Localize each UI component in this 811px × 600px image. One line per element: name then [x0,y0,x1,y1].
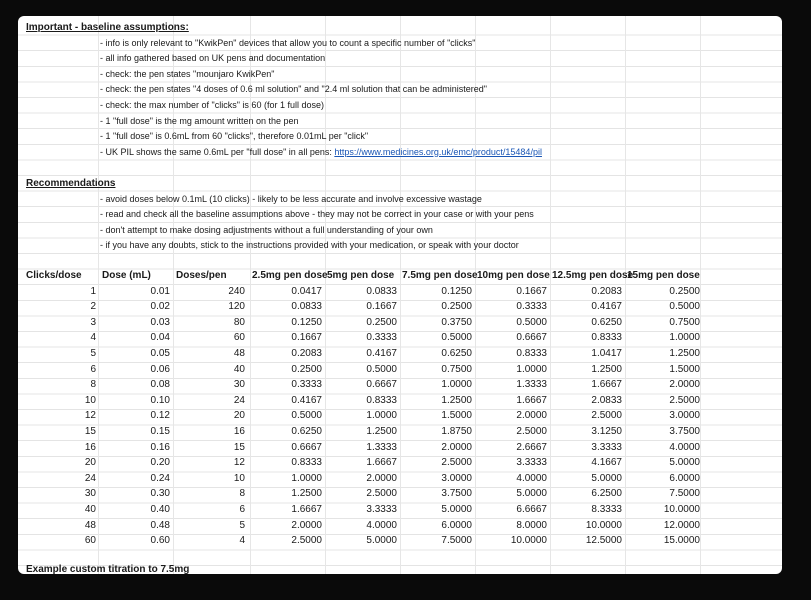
table-cell[interactable]: 8.3333 [591,504,622,515]
table-cell[interactable]: 16 [84,441,96,453]
table-cell[interactable]: 0.5000 [516,316,547,328]
table-row [18,330,782,346]
table-cell[interactable]: 1.3333 [516,379,547,391]
table-cell[interactable]: 0.8333 [516,348,547,359]
table-cell[interactable]: 0.3750 [441,316,472,328]
table-row [18,377,782,393]
table-cell[interactable]: 4.0000 [366,519,397,531]
table-cell[interactable]: 1.6667 [591,379,622,391]
table-cell[interactable]: 0.06 [150,363,170,375]
table-cell[interactable]: 2 [90,301,96,313]
table-cell[interactable]: 0.10 [150,394,170,406]
table-cell[interactable]: 0.2500 [291,363,322,375]
table-cell[interactable]: 0.2083 [591,285,622,297]
table-cell[interactable]: 6.0000 [441,519,472,531]
table-cell[interactable]: 1.0417 [591,348,622,359]
table-cell[interactable]: 240 [228,285,245,297]
recommendations-heading: Recommendations [26,178,116,189]
table-header-row [18,268,782,284]
table-cell[interactable]: 0.30 [150,488,170,500]
section-heading-cut: Example custom titration to 7.5mg [26,564,190,575]
table-cell[interactable]: 2.0000 [291,519,322,531]
table-cell[interactable]: 0.5000 [366,363,397,375]
table-cell[interactable]: 0.05 [150,348,170,359]
table-cell[interactable]: 0.8333 [591,332,622,344]
table-cell[interactable]: 2.5000 [669,394,700,406]
table-cell[interactable]: 3.0000 [441,472,472,484]
baseline-item: - all info gathered based on UK pens and documentation [100,53,326,64]
column-header: 15mg pen dose [627,270,700,281]
table-row [18,424,782,440]
table-cell[interactable]: 1.2500 [591,363,622,375]
column-header: 5mg pen dose [327,270,395,281]
table-cell[interactable]: 24 [84,472,96,484]
table-cell[interactable]: 0.4167 [366,348,397,359]
table-cell[interactable]: 60 [233,332,245,344]
table-cell[interactable]: 1.6667 [291,504,322,515]
table-cell[interactable]: 0.3333 [291,379,322,391]
table-cell[interactable]: 0.01 [150,285,170,297]
column-header: 2.5mg pen dose [252,270,328,281]
table-row [18,299,782,315]
table-cell[interactable]: 2.0000 [366,472,397,484]
table-cell[interactable]: 3 [90,316,96,328]
table-cell[interactable]: 40 [84,504,96,515]
table-cell[interactable]: 0.03 [150,316,170,328]
table-cell[interactable]: 0.6250 [291,426,322,437]
table-cell[interactable]: 0.1250 [441,285,472,297]
table-cell[interactable]: 3.0000 [669,410,700,422]
table-cell[interactable]: 7.5000 [669,488,700,500]
table-cell[interactable]: 2.5000 [591,410,622,422]
table-cell[interactable]: 1.2500 [669,348,700,359]
table-row [18,393,782,409]
table-cell[interactable]: 0.12 [150,410,170,422]
baseline-item: - 1 "full dose" is 0.6mL from 60 "clicks", therefore 0.01mL per "click" [100,131,369,142]
table-cell[interactable]: 3.3333 [516,457,547,469]
table-cell[interactable]: 2.5000 [516,426,547,437]
table-cell[interactable]: 0.40 [150,504,170,515]
table-cell[interactable]: 5 [239,519,245,531]
table-row [18,455,782,471]
table-cell[interactable]: 0.4167 [591,301,622,313]
column-header: Clicks/dose [26,270,82,281]
table-row [18,502,782,518]
table-cell[interactable]: 0.3333 [366,332,397,344]
table-cell[interactable]: 12 [84,410,96,422]
spreadsheet-sheet [18,16,782,574]
table-row [18,471,782,487]
table-cell[interactable]: 2.5000 [366,488,397,500]
column-header: Dose (mL) [102,270,151,281]
table-cell[interactable]: 15 [233,441,245,453]
pil-link[interactable]: https://www.medicines.org.uk/emc/product/15484/pil [334,146,542,157]
table-cell[interactable]: 6.6667 [516,504,547,515]
table-cell[interactable]: 1.8750 [441,426,472,437]
table-cell[interactable]: 0.5000 [669,301,700,313]
table-cell[interactable]: 4 [90,332,96,344]
baseline-item: - info is only relevant to "KwikPen" devices that allow you to count a specific number of "clicks" [100,37,476,48]
table-cell[interactable]: 0.1250 [291,316,322,328]
table-cell[interactable]: 2.0833 [591,394,622,406]
table-cell[interactable]: 0.02 [150,301,170,313]
column-header: Doses/pen [176,270,227,281]
table-cell[interactable]: 10 [233,472,245,484]
table-row [18,362,782,378]
table-cell[interactable]: 2.5000 [441,457,472,469]
table-cell[interactable]: 0.7500 [441,363,472,375]
table-cell[interactable]: 15 [84,426,96,437]
table-cell[interactable]: 2.0000 [441,441,472,453]
table-cell[interactable]: 10.0000 [585,519,622,531]
table-cell[interactable]: 3.1250 [591,426,622,437]
table-cell[interactable]: 0.8333 [366,394,397,406]
table-cell[interactable]: 6.2500 [591,488,622,500]
table-cell[interactable]: 0.5000 [441,332,472,344]
table-cell[interactable]: 5.0000 [591,472,622,484]
table-cell[interactable]: 4.1667 [591,457,622,469]
table-cell[interactable]: 1.5000 [669,363,700,375]
table-cell[interactable]: 5.0000 [366,535,397,547]
table-cell[interactable]: 48 [84,519,96,531]
table-cell[interactable]: 1.0000 [669,332,700,344]
table-cell[interactable]: 0.1667 [366,301,397,313]
table-cell[interactable]: 40 [233,363,245,375]
table-row [18,440,782,456]
table-cell[interactable]: 0.1667 [516,285,547,297]
table-cell[interactable]: 6 [90,363,96,375]
table-cell[interactable]: 15.0000 [663,535,700,547]
table-cell[interactable]: 0.2500 [669,285,700,297]
table-cell[interactable]: 0.04 [150,332,170,344]
table-cell[interactable]: 12.0000 [663,519,700,531]
table-cell[interactable]: 0.8333 [291,457,322,469]
table-cell[interactable]: 1.2500 [441,394,472,406]
table-row [18,408,782,424]
table-cell[interactable]: 1.3333 [366,441,397,453]
table-cell[interactable]: 0.0417 [291,285,322,297]
table-cell[interactable]: 0.6667 [291,441,322,453]
table-cell[interactable]: 120 [228,301,245,313]
table-cell[interactable]: 0.16 [150,441,170,453]
table-cell[interactable]: 0.60 [150,535,170,547]
table-cell[interactable]: 1 [90,285,96,297]
table-cell[interactable]: 0.1667 [291,332,322,344]
baseline-heading: Important - baseline assumptions: [26,22,189,33]
table-cell[interactable]: 7.5000 [441,535,472,547]
table-row [18,346,782,362]
table-cell[interactable]: 0.15 [150,426,170,437]
table-cell[interactable]: 5 [90,348,96,359]
table-cell[interactable]: 1.0000 [366,410,397,422]
table-cell[interactable]: 24 [233,394,245,406]
table-cell[interactable]: 48 [233,348,245,359]
table-row [18,315,782,331]
table-cell[interactable]: 2.0000 [516,410,547,422]
baseline-item: - 1 "full dose" is the mg amount written on the pen [100,115,299,126]
table-cell[interactable]: 0.48 [150,519,170,531]
table-cell[interactable]: 0.4167 [291,394,322,406]
column-header: 10mg pen dose [477,270,550,281]
table-cell[interactable]: 6 [239,504,245,515]
table-cell[interactable]: 0.2083 [291,348,322,359]
table-cell[interactable]: 3.3333 [591,441,622,453]
table-cell[interactable]: 1.0000 [291,472,322,484]
table-cell[interactable]: 0.6250 [591,316,622,328]
table-cell[interactable]: 16 [233,426,245,437]
recommendation-item: - don't attempt to make dosing adjustments without a full understanding of your own [100,224,433,235]
table-cell[interactable]: 1.6667 [516,394,547,406]
table-cell[interactable]: 0.2500 [441,301,472,313]
table-cell[interactable]: 3.7500 [441,488,472,500]
table-cell[interactable]: 12 [233,457,245,469]
baseline-item-pil [100,145,542,161]
table-cell[interactable]: 5.0000 [441,504,472,515]
table-cell[interactable]: 1.5000 [441,410,472,422]
table-cell[interactable]: 1.6667 [366,457,397,469]
table-cell[interactable]: 20 [233,410,245,422]
baseline-item: - check: the pen states "mounjaro KwikPen" [100,68,275,79]
table-cell[interactable]: 5.0000 [516,488,547,500]
table-cell[interactable]: 10.0000 [510,535,547,547]
table-cell[interactable]: 30 [84,488,96,500]
recommendation-item: - if you have any doubts, stick to the instructions provided with your medication, or speak with your doctor [100,240,519,251]
table-row [18,486,782,502]
table-cell[interactable]: 8 [90,379,96,391]
table-cell[interactable]: 2.5000 [291,535,322,547]
table-row [18,284,782,300]
table-cell[interactable]: 10 [84,394,96,406]
table-cell[interactable]: 0.08 [150,379,170,391]
table-cell[interactable]: 0.3333 [516,301,547,313]
table-row [18,518,782,534]
table-cell[interactable]: 0.20 [150,457,170,469]
table-cell[interactable]: 6.0000 [669,472,700,484]
recommendation-item: - read and check all the baseline assumptions above - they may not be correct in your case or with your pens [100,209,534,220]
table-cell[interactable]: 8 [239,488,245,500]
table-cell[interactable]: 0.6250 [441,348,472,359]
table-cell[interactable]: 2.0000 [669,379,700,391]
table-cell[interactable]: 8.0000 [516,519,547,531]
table-cell[interactable]: 0.6667 [366,379,397,391]
table-cell[interactable]: 0.5000 [291,410,322,422]
table-cell[interactable]: 4.0000 [669,441,700,453]
table-cell[interactable]: 0.0833 [291,301,322,313]
table-cell[interactable]: 0.2500 [366,316,397,328]
table-cell[interactable]: 20 [84,457,96,469]
recommendation-item: - avoid doses below 0.1mL (10 clicks) - likely to be less accurate and involve excessive wastage [100,193,482,204]
table-cell[interactable]: 1.0000 [441,379,472,391]
table-cell[interactable]: 4 [239,535,245,547]
table-cell[interactable]: 3.3333 [366,504,397,515]
column-header: 12.5mg pen dose [552,270,634,281]
table-cell[interactable]: 0.24 [150,472,170,484]
table-cell[interactable]: 2.6667 [516,441,547,453]
table-cell[interactable]: 3.7500 [669,426,700,437]
table-cell[interactable]: 10.0000 [663,504,700,515]
table-cell[interactable]: 5.0000 [669,457,700,469]
table-cell[interactable]: 0.0833 [366,285,397,297]
table-cell[interactable]: 60 [84,535,96,547]
table-cell[interactable]: 4.0000 [516,472,547,484]
table-cell[interactable]: 12.5000 [585,535,622,547]
table-cell[interactable]: 0.6667 [516,332,547,344]
table-cell[interactable]: 80 [233,316,245,328]
table-cell[interactable]: 1.2500 [291,488,322,500]
table-row [18,533,782,549]
table-cell[interactable]: 30 [233,379,245,391]
table-cell[interactable]: 0.7500 [669,316,700,328]
baseline-item: - check: the pen states "4 doses of 0.6 ml solution" and "2.4 ml solution that can be administered" [100,84,487,95]
pil-text: - UK PIL shows the same 0.6mL per "full dose" in all pens: [100,146,335,157]
table-cell[interactable]: 1.2500 [366,426,397,437]
table-cell[interactable]: 1.0000 [516,363,547,375]
column-header: 7.5mg pen dose [402,270,478,281]
baseline-item: - check: the max number of "clicks" is 60 (for 1 full dose) [100,100,324,110]
